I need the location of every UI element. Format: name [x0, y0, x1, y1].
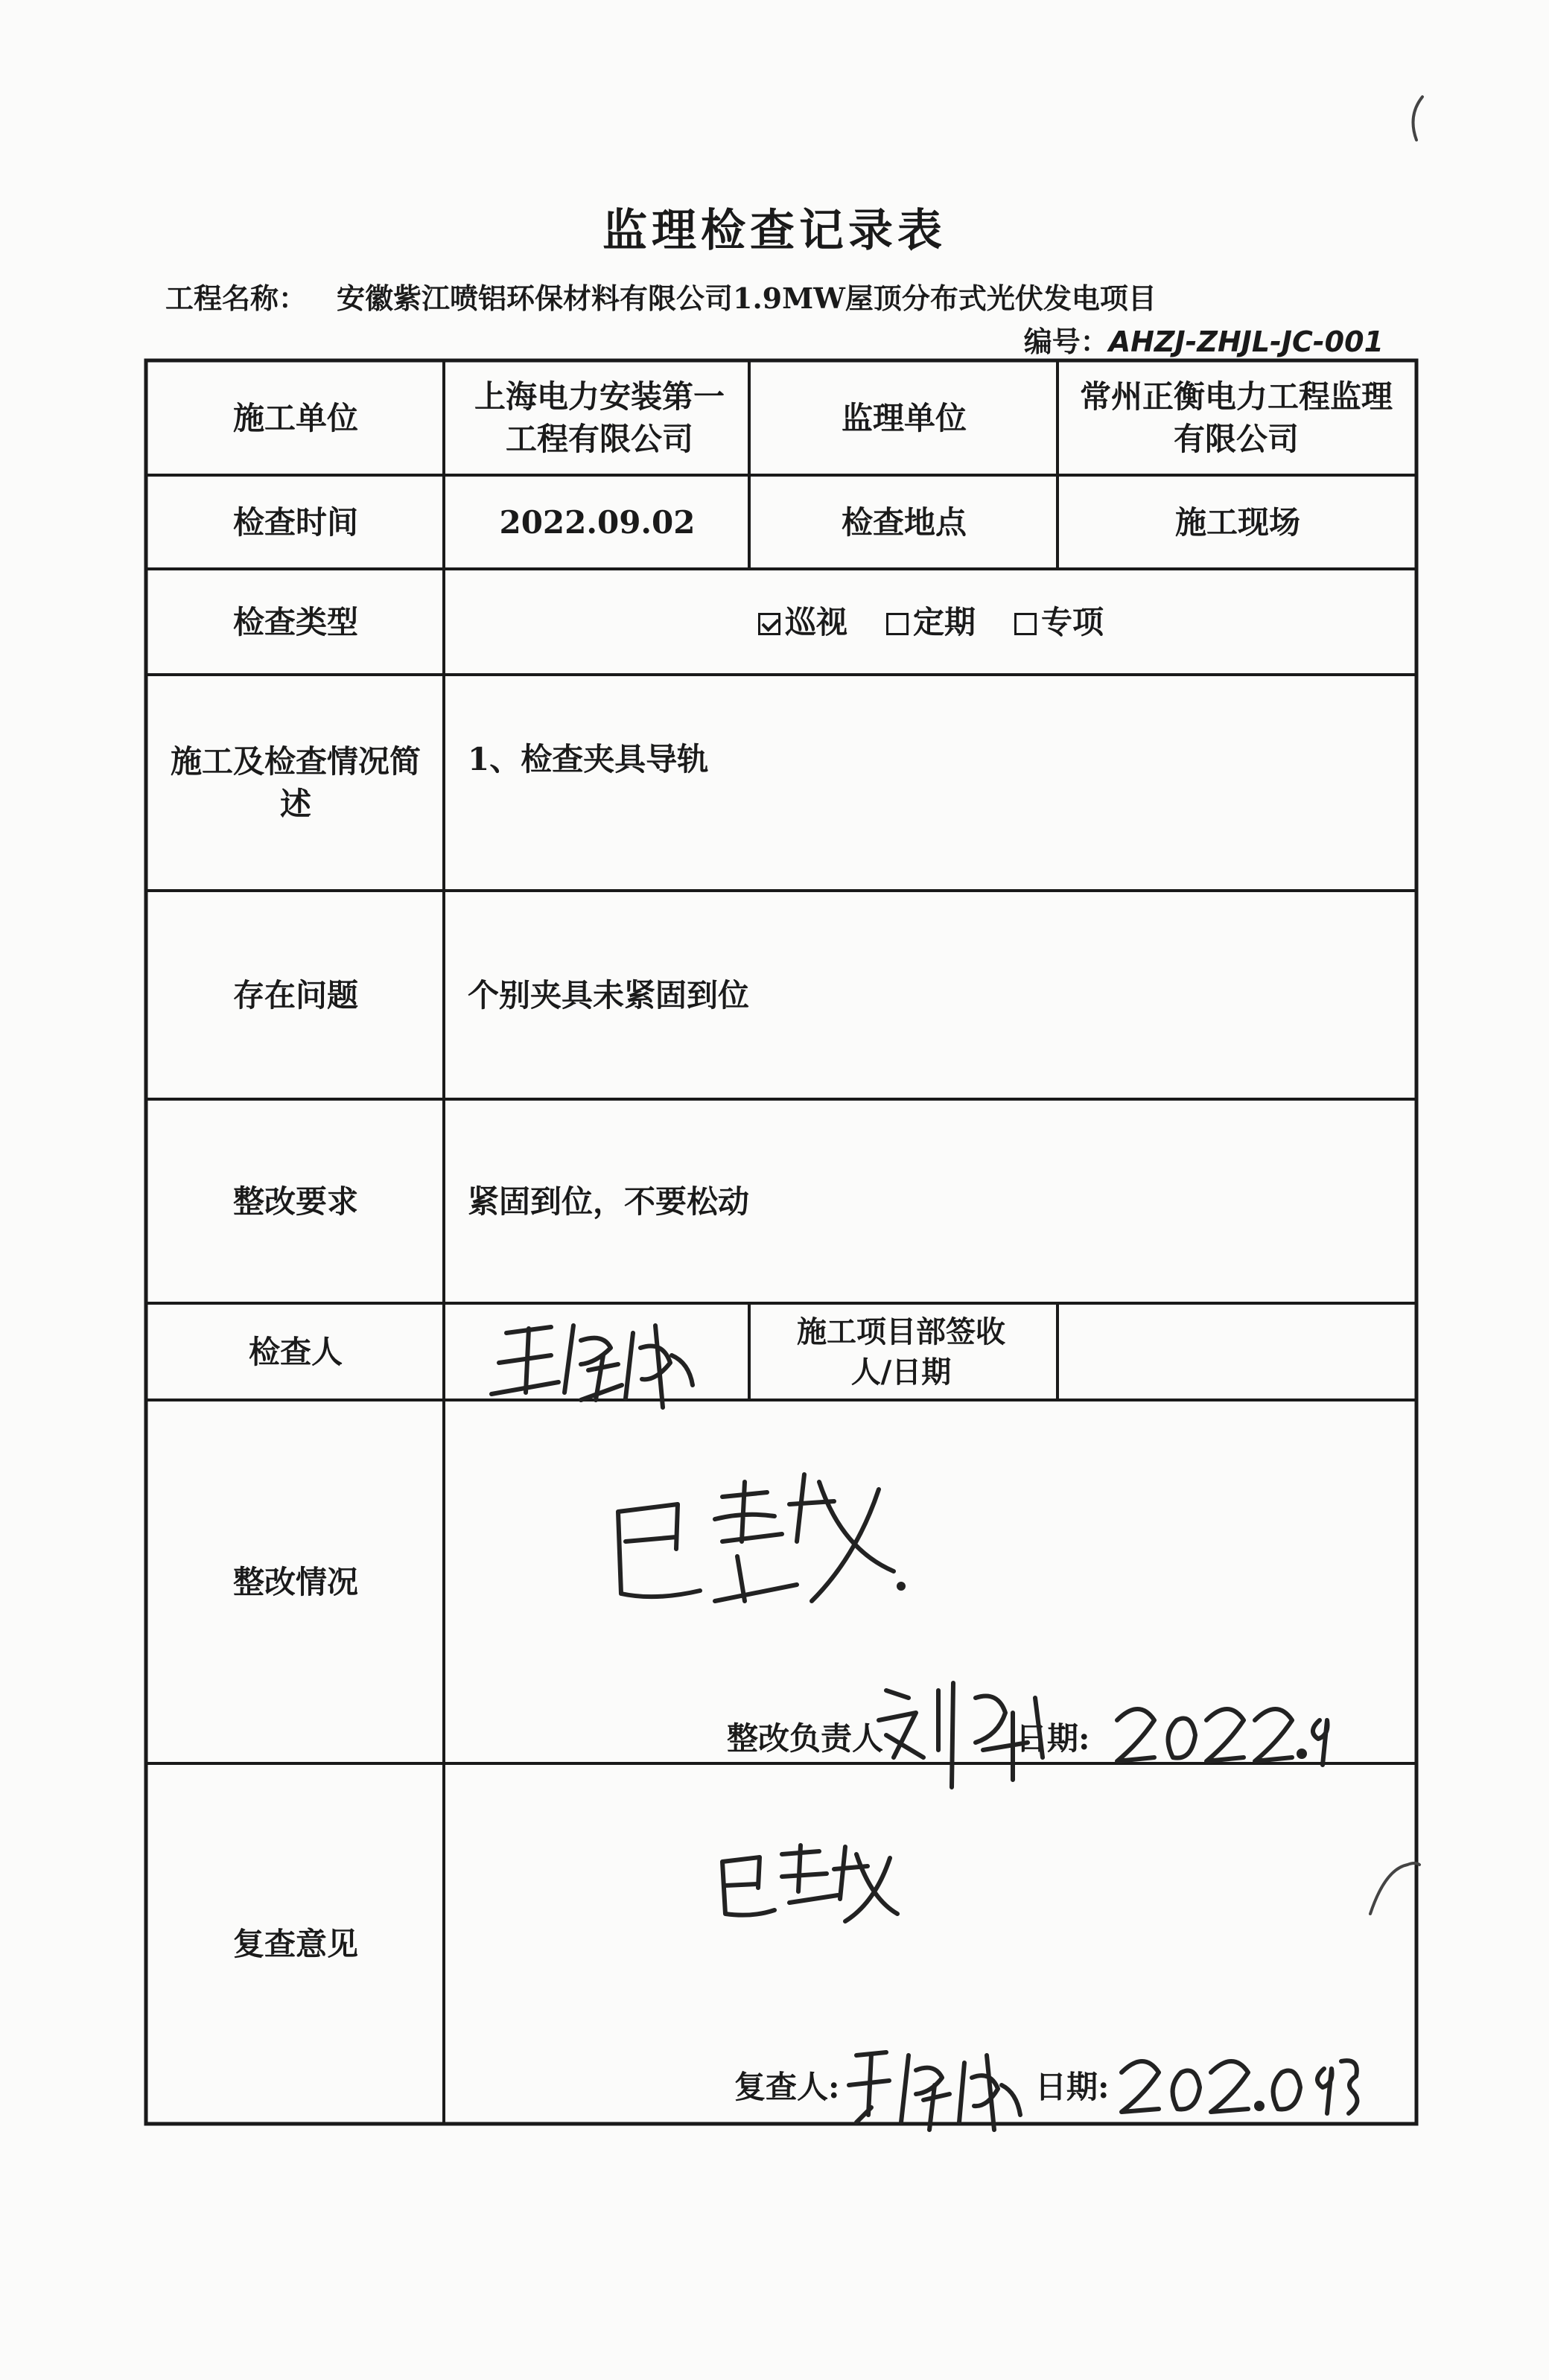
requirements-value: 紧固到位，不要松动 [468, 1183, 750, 1220]
pen-mark [1400, 89, 1430, 149]
problems-label: 存在问题 [232, 976, 358, 1014]
project-label: 工程名称： [165, 281, 308, 315]
rectification-date-label: 日期: [1016, 1720, 1090, 1757]
option-special-label: 专项 [1041, 603, 1104, 640]
construction-unit-label: 施工单位 [232, 399, 358, 436]
inspection-time-value: 2022.09.02 [499, 503, 696, 541]
pen-mark [1363, 1854, 1422, 1921]
recheck-label: 复查意见 [232, 1925, 358, 1962]
rectification-label: 整改情况 [232, 1563, 358, 1600]
receiver-label: 施工项目部签收人/日期 [797, 1314, 1005, 1390]
option-periodic-label: 定期 [912, 603, 976, 640]
inspection-place-value: 施工现场 [1174, 503, 1300, 541]
form-title: 监理检查记录表 [602, 205, 947, 257]
supervision-unit-label: 监理单位 [841, 399, 967, 436]
rectification-note [596, 1460, 923, 1623]
checkbox-empty-icon[interactable] [1014, 613, 1037, 635]
supervision-unit-value: 常州正衡电力工程监理有限公司 [1079, 378, 1393, 457]
inspector-signature [477, 1311, 700, 1415]
project-line [165, 276, 1157, 316]
inspection-time-label: 检查时间 [232, 503, 358, 541]
inspection-type-label: 检查类型 [232, 603, 358, 640]
option-patrol-label: 巡视 [784, 603, 847, 640]
number-value: AHZJ-ZHJL-JC-001 [1108, 325, 1384, 358]
option-patrol[interactable] [758, 602, 847, 644]
rectification-person-label: 整改负责人 [727, 1720, 884, 1757]
option-periodic[interactable] [886, 602, 976, 644]
recheck-date [1114, 2039, 1367, 2121]
rechecker-label: 复查人: [734, 2069, 840, 2105]
number-label: 编号： [1023, 325, 1109, 358]
inspector-label: 检查人 [248, 1333, 343, 1370]
document-number [1024, 319, 1384, 360]
rechecker-signature [842, 2040, 1028, 2137]
requirements-label: 整改要求 [232, 1183, 358, 1220]
summary-value: 1、检查夹具导轨 [468, 740, 709, 777]
summary-label: 施工及检查情况简述 [170, 743, 421, 822]
construction-unit-value: 上海电力安装第一工程有限公司 [474, 378, 725, 457]
rectification-date [1110, 1690, 1348, 1772]
inspection-place-label: 检查地点 [841, 503, 967, 541]
checkbox-checked-icon[interactable] [758, 613, 780, 635]
checkbox-empty-icon[interactable] [886, 613, 909, 635]
option-special[interactable] [1014, 602, 1104, 644]
inspection-type-options [447, 572, 1415, 673]
problems-value: 个别夹具未紧固到位 [468, 976, 750, 1014]
recheck-note [707, 1832, 901, 1929]
project-name: 安徽紫江喷铝环保材料有限公司1.9MW屋顶分布式光伏发电项目 [337, 281, 1157, 315]
recheck-date-label: 日期: [1035, 2069, 1110, 2105]
